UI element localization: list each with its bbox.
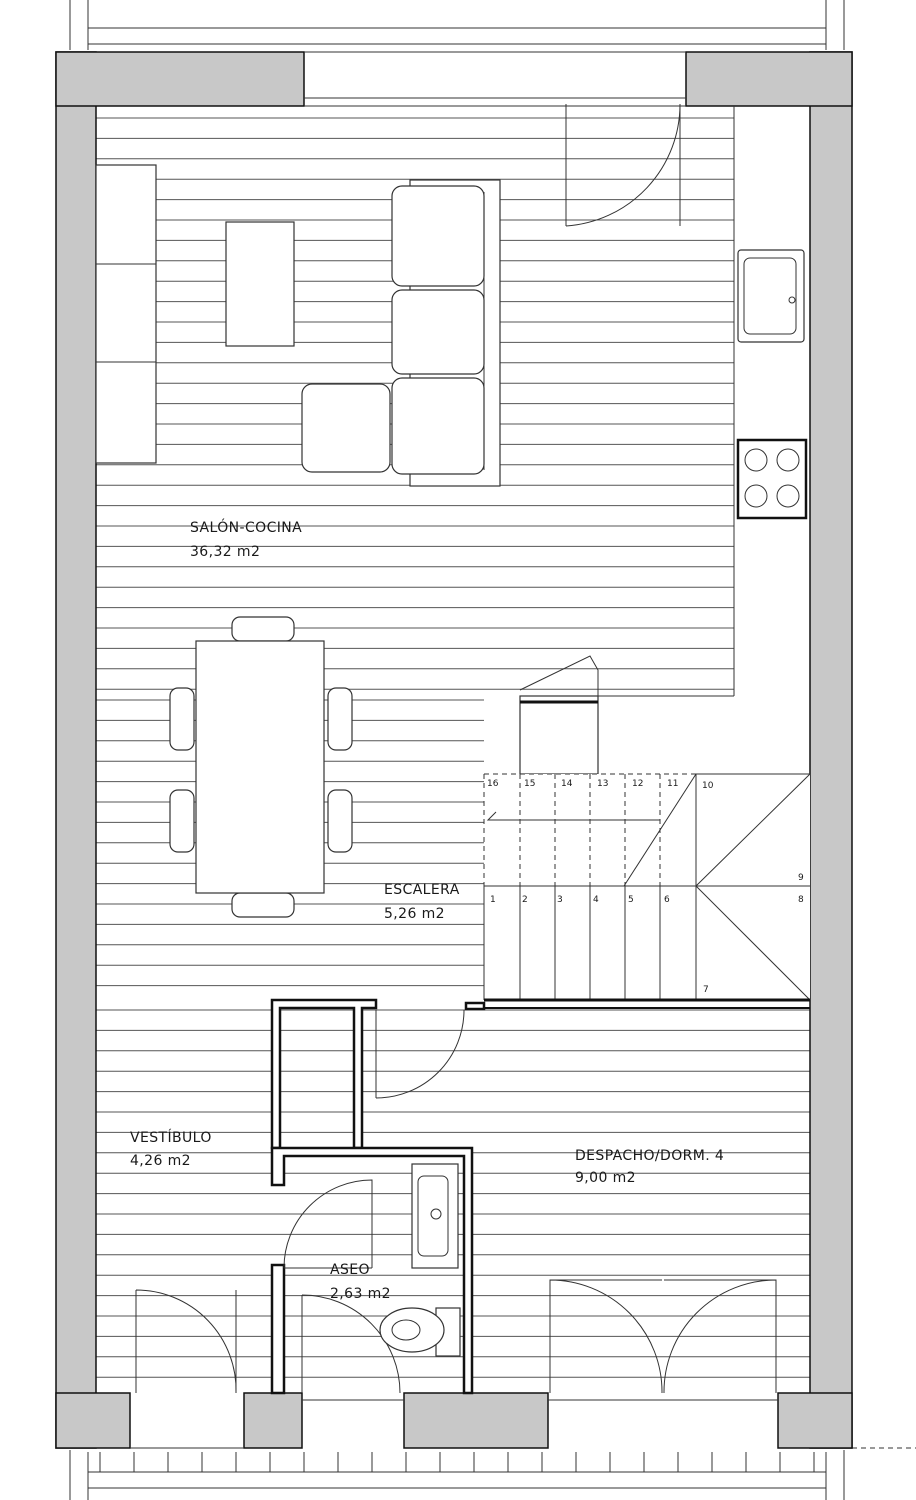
coffee-table [226,222,294,346]
label-despacho-name: DESPACHO/DORM. 4 [575,1148,725,1164]
kitchen-sink-icon [738,250,804,342]
step-number-1: 1 [490,895,496,905]
counter-end-appliance [520,656,598,774]
step-number-14: 14 [561,779,573,789]
step-number-4: 4 [593,895,599,905]
step-number-10: 10 [702,781,714,791]
dining-set [170,617,352,917]
label-vestibulo-name: VESTÍBULO [130,1130,212,1146]
label-salon-area: 36,32 m2 [190,544,261,560]
label-despacho-area: 9,00 m2 [575,1170,636,1186]
step-number-9: 9 [798,873,804,883]
step-number-13: 13 [597,779,609,789]
staircase [484,774,810,1008]
step-number-16: 16 [487,779,499,789]
label-escalera-area: 5,26 m2 [384,906,445,922]
step-number-6: 6 [664,895,670,905]
step-number-7: 7 [703,985,709,995]
step-number-11: 11 [667,779,679,789]
step-number-15: 15 [524,779,536,789]
step-number-3: 3 [557,895,563,905]
label-aseo-name: ASEO [330,1262,370,1278]
dining-table [196,641,324,893]
step-number-2: 2 [522,895,528,905]
top-balcony [70,0,844,50]
tv-cabinet [96,165,156,463]
step-number-8: 8 [798,895,804,905]
step-number-12: 12 [632,779,644,789]
armchair [302,384,390,472]
bottom-balcony [70,1448,916,1500]
living-furniture [96,165,500,486]
sofa-cushion [392,186,484,286]
step-number-5: 5 [628,895,634,905]
label-aseo-area: 2,63 m2 [330,1286,391,1302]
label-salon-name: SALÓN-COCINA [190,520,303,536]
label-escalera-name: ESCALERA [384,882,460,898]
bathroom-fixtures [380,1164,460,1356]
toilet-icon [380,1308,444,1352]
label-vestibulo-area: 4,26 m2 [130,1153,191,1169]
